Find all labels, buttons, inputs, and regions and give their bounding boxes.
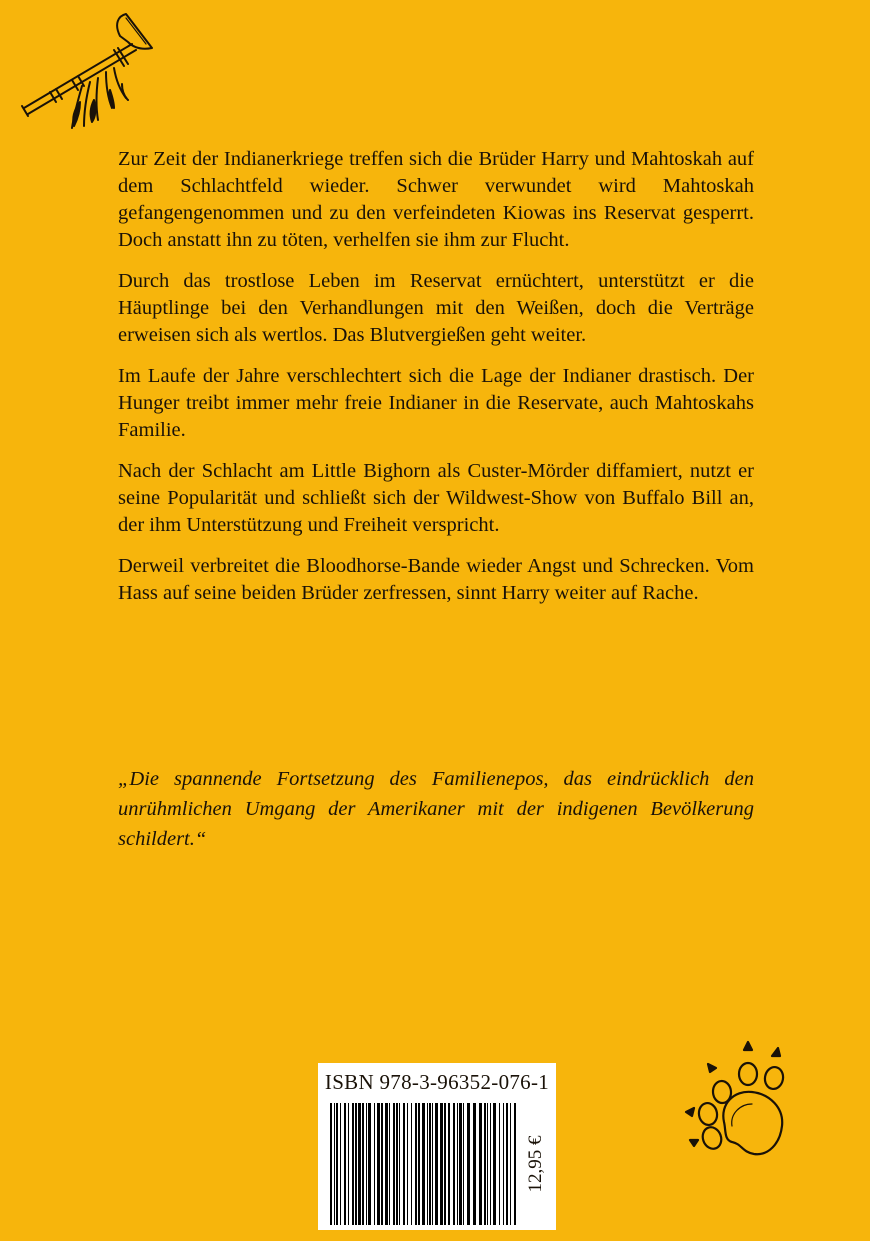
- barcode-bar: [514, 1103, 516, 1225]
- barcode-bar: [374, 1103, 375, 1225]
- barcode-bar: [336, 1103, 338, 1225]
- barcode-bar: [453, 1103, 455, 1225]
- barcode-bar: [396, 1103, 398, 1225]
- barcode-bar: [440, 1103, 443, 1225]
- barcode-bar: [435, 1103, 438, 1225]
- tomahawk-icon: [14, 10, 174, 140]
- blurb-paragraph: Derweil verbreitet die Bloodhorse-Bande wieder Angst und Schrecken. Vom Hass auf seine beiden Brüder zerfressen, sinnt Harry weiter auf Rache.: [118, 555, 754, 604]
- barcode-bar: [393, 1103, 395, 1225]
- price-text: 12,95 €: [525, 1135, 546, 1193]
- barcode-bar: [355, 1103, 357, 1225]
- barcode-bar: [510, 1103, 511, 1225]
- barcode-bar: [459, 1103, 462, 1225]
- barcode-label: [318, 1063, 556, 1230]
- barcode-bar: [444, 1103, 446, 1225]
- barcode-bar: [487, 1103, 488, 1225]
- barcode-bar: [415, 1103, 417, 1225]
- barcode-bar: [490, 1103, 491, 1225]
- barcode-bar: [463, 1103, 464, 1225]
- barcode-bar: [484, 1103, 486, 1225]
- barcode-bar: [473, 1103, 476, 1225]
- blurb-text: [118, 146, 754, 621]
- barcode-bar: [418, 1103, 420, 1225]
- barcode-bar: [348, 1103, 349, 1225]
- barcode-bar: [358, 1103, 361, 1225]
- barcode-bar: [407, 1103, 408, 1225]
- isbn-text: ISBN 978-3-96352-076-1: [324, 1070, 550, 1094]
- price-label: [523, 1108, 549, 1220]
- barcode-bar: [432, 1103, 433, 1225]
- review-quote: „Die spannende Fortsetzung des Familienepos, das eindrücklich den unrühmlichen Umgang der Amerikaner mit der indigenen Bevölkerung schildert.“: [118, 768, 754, 850]
- barcode-bar: [377, 1103, 380, 1225]
- barcode-bar: [506, 1103, 508, 1225]
- barcode-bar: [499, 1103, 500, 1225]
- blurb-paragraph: Zur Zeit der Indianerkriege treffen sich die Brüder Harry und Mahtoskah auf dem Schlachtfeld wieder. Schwer verwundet wird Mahtoskah gefangengenommen und zu den verfeindeten Kiowas ins Reservat gesperrt. Doch anstatt ihn zu töten, verhelfen sie ihm zur Flucht.: [118, 148, 754, 251]
- barcode-bar: [381, 1103, 383, 1225]
- barcode-bar: [344, 1103, 346, 1225]
- barcode-bar: [403, 1103, 405, 1225]
- barcode-bar: [352, 1103, 354, 1225]
- barcode-bar: [457, 1103, 458, 1225]
- barcode-bar: [427, 1103, 428, 1225]
- barcode-bar: [340, 1103, 341, 1225]
- barcode-bar: [330, 1103, 332, 1225]
- barcode-bar: [467, 1103, 470, 1225]
- barcode-bar: [493, 1103, 496, 1225]
- barcode-bar: [448, 1103, 450, 1225]
- barcode-bar: [411, 1103, 412, 1225]
- blurb-paragraph: Durch das trostlose Leben im Reservat ernüchtert, unterstützt er die Häuptlinge bei den Verhandlungen mit den Weißen, doch die Verträge erweisen sich als wertlos. Das Blutvergießen geht weiter.: [118, 270, 754, 346]
- barcode-bar: [368, 1103, 371, 1225]
- barcode-bar: [479, 1103, 482, 1225]
- barcode-bar: [334, 1103, 335, 1225]
- barcode-bar: [399, 1103, 400, 1225]
- barcode: [330, 1103, 516, 1225]
- barcode-bar: [429, 1103, 431, 1225]
- blurb-paragraph: Im Laufe der Jahre verschlechtert sich die Lage der Indianer drastisch. Der Hunger treibt immer mehr freie Indianer in die Reservate, auch Mahtoskahs Familie.: [118, 365, 754, 441]
- barcode-bar: [422, 1103, 425, 1225]
- bear-paw-icon: [672, 1034, 804, 1166]
- barcode-bar: [362, 1103, 364, 1225]
- barcode-bar: [389, 1103, 390, 1225]
- blurb-paragraph: Nach der Schlacht am Little Bighorn als Custer-Mörder diffamiert, nutzt er seine Popularität und schließt sich der Wildwest-Show von Buffalo Bill an, der ihm Unterstützung und Freiheit verspricht.: [118, 460, 754, 536]
- barcode-bar: [385, 1103, 388, 1225]
- barcode-bar: [503, 1103, 504, 1225]
- barcode-bar: [366, 1103, 367, 1225]
